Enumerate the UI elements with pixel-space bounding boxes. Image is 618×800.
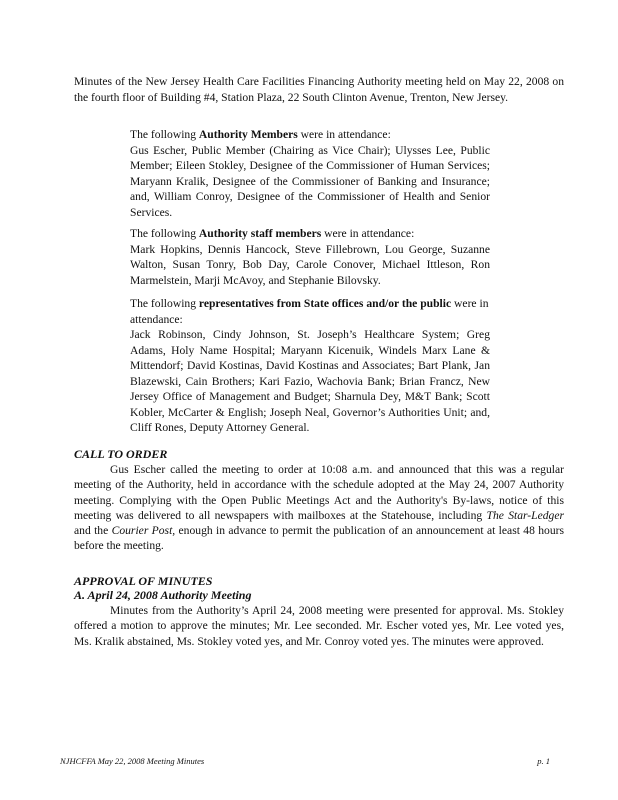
- public-lead: The following representatives from State offices and/or the public were in attendance:: [130, 297, 489, 326]
- members-lead: The following Authority Members were in attendance:: [130, 128, 391, 141]
- public-attendance: [130, 296, 490, 436]
- staff-lead: The following Authority staff members were in attendance:: [130, 227, 415, 240]
- staff-attendance: [130, 226, 490, 288]
- staff-list: Mark Hopkins, Dennis Hancock, Steve Fillebrown, Lou George, Suzanne Walton, Susan Tonry, Bob Day, Carole Conover, Michael Ittleson, Ron Marmelstein, Marji McAvoy, and Stephanie Bilovsky.: [130, 242, 490, 287]
- members-attendance: [130, 127, 490, 220]
- call-to-order-paragraph: Gus Escher called the meeting to order at 10:08 a.m. and announced that this was a regular meeting of the Authority, held in accordance with the schedule adopted at the May 24, 2007 Authority meeting. Complying with the Open Public Meetings Act and the Authority's By-laws, notice of this meeting was delivered to all newspapers with mailboxes at the Statehouse, including The Star-Ledger and the Courier Post, enough in advance to permit the publication of an announcement at least 48 hours before the meeting.: [74, 463, 565, 553]
- public-list: Jack Robinson, Cindy Johnson, St. Joseph’s Healthcare System; Greg Adams, Holy Name Hospital; Maryann Kicenuik, Windels Marx Lane & Mittendorf; David Kostinas, David Kostinas and Associates; Bart Plank, Jan Blazewski, Cain Brothers; Kari Fazio, Wachovia Bank; Brian Francz, New Jersey Office of Management and Budget; Sharnula Dey, M&T Bank; Scott Kobler, McCarter & English; Joseph Neal, Governor’s Authorities Unit; and, Cliff Rones, Deputy Attorney General.: [130, 328, 490, 434]
- page-number: p. 1: [537, 756, 550, 766]
- page-footer: [60, 756, 550, 766]
- approval-heading: APPROVAL OF MINUTES: [74, 574, 213, 588]
- footer-title: NJHCFFA May 22, 2008 Meeting Minutes: [60, 756, 205, 766]
- approval-subheading: A. April 24, 2008 Authority Meeting: [74, 588, 252, 602]
- members-list: Gus Escher, Public Member (Chairing as Vice Chair); Ulysses Lee, Public Member; Eileen Stokley, Designee of the Commissioner of Human Services; Maryann Kralik, Designee of the Commissioner of Banking and Insurance; and, William Conroy, Designee of the Commissioner of Health and Senior Services.: [130, 143, 490, 219]
- call-to-order-heading: CALL TO ORDER: [74, 447, 168, 461]
- approval-paragraph: Minutes from the Authority’s April 24, 2008 meeting were presented for approval. Ms. Stokley offered a motion to approve the minutes; Mr. Lee seconded. Mr. Escher voted yes, Mr. Lee voted yes, Ms. Kralik abstained, Ms. Stokley voted yes, and Mr. Conroy voted yes. The minutes were approved.: [74, 604, 564, 648]
- intro-paragraph: Minutes of the New Jersey Health Care Facilities Financing Authority meeting held on May 22, 2008 on the fourth floor of Building #4, Station Plaza, 22 South Clinton Avenue, Trenton, New Jersey.: [74, 75, 564, 104]
